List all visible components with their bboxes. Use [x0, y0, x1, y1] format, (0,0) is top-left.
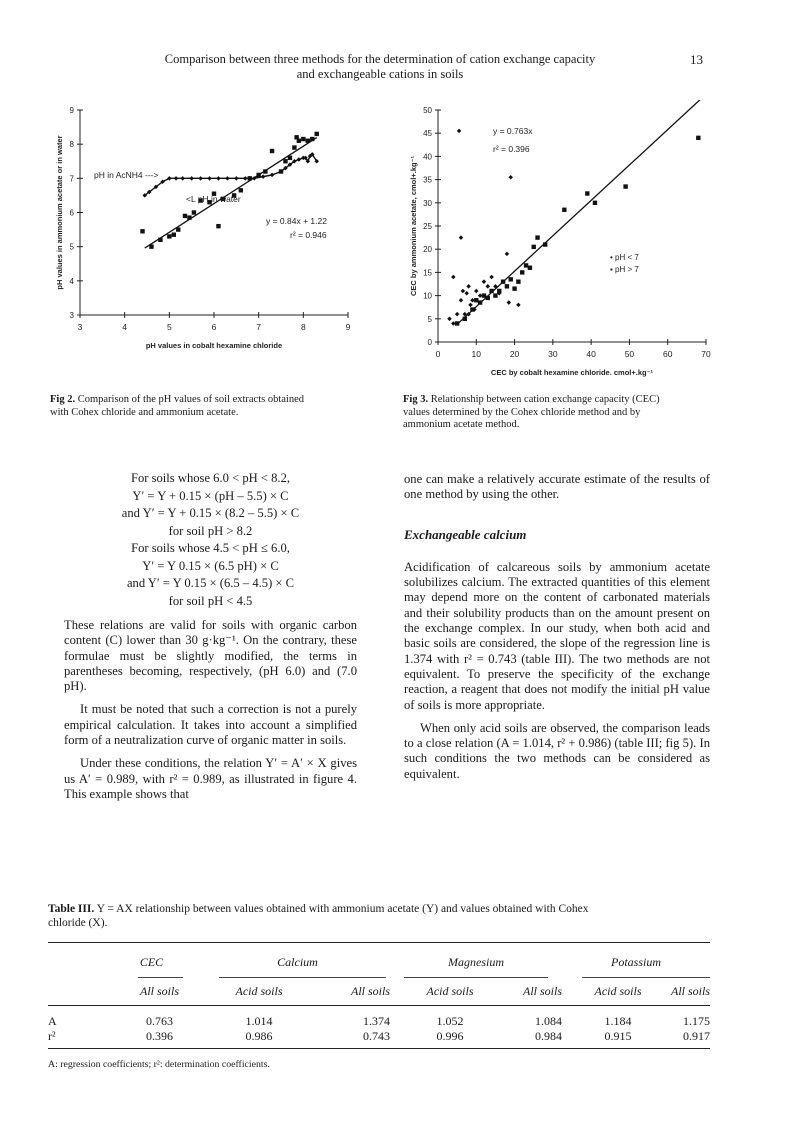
data-point-square: [248, 176, 252, 180]
equation-line: Y′ = Y 0.15 × (6.5 pH) × C: [142, 558, 279, 573]
equation-line: for soil pH > 8.2: [168, 523, 253, 538]
data-point-diamond: [180, 176, 185, 181]
data-point-diamond: [474, 289, 479, 294]
table-row: [48, 1029, 710, 1044]
data-point-diamond: [466, 284, 471, 289]
table-cell: 0.986: [245, 1029, 273, 1043]
data-point-square: [455, 321, 459, 325]
data-point-square: [535, 235, 539, 239]
equation-line: For soils whose 6.0 < pH < 8.2,: [130, 471, 291, 485]
data-point-square: [482, 293, 486, 297]
fig2-chart: [50, 100, 360, 362]
data-point-square: [140, 229, 144, 233]
group-header-potassium: Potassium: [610, 955, 661, 969]
table3-caption-line2: chloride (X).: [48, 916, 108, 929]
data-point-square: [696, 136, 700, 140]
fig3-caption-text: Relationship between cation exchange capacity (CEC): [428, 394, 660, 405]
x-tick-label: 5: [166, 322, 172, 332]
equation-line: and Y′ = Y 0.15 × (6.5 – 4.5) × C: [126, 576, 295, 590]
equation-line: Y′ = Y + 0.15 × (pH – 5.5) × C: [132, 488, 289, 503]
table-row: [48, 1014, 710, 1029]
data-point-diamond: [459, 235, 464, 240]
y-tick-label: 7: [69, 174, 74, 184]
data-point-square: [270, 149, 274, 153]
table-cell: 0.915: [604, 1029, 632, 1043]
x-axis-label: CEC by cobalt hexamine chloride. cmol+.kg⁻¹: [490, 368, 654, 377]
right-text-column: [404, 472, 710, 790]
equation-line: and Y′ = Y + 0.15 × (8.2 – 5.5) × C: [121, 506, 300, 520]
section-heading: Exchangeable calcium: [404, 526, 527, 542]
subheader: All soils: [139, 983, 179, 998]
row-label: r²: [48, 1029, 56, 1043]
table3: [48, 942, 710, 1070]
data-point-square: [623, 184, 627, 188]
data-point-square: [263, 169, 267, 173]
data-point-diamond: [468, 303, 473, 308]
data-point-diamond: [461, 289, 466, 294]
table-cell: 1.052: [436, 1014, 464, 1028]
x-tick-label: 4: [122, 322, 128, 332]
table3-caption: [48, 903, 713, 930]
data-point-square: [562, 208, 566, 212]
data-point-diamond: [243, 176, 248, 181]
y-axis-label: pH values in ammonium acetate or in water: [55, 135, 64, 290]
data-point-diamond: [207, 176, 212, 181]
y-tick-label: 5: [427, 314, 432, 324]
data-point-diamond: [189, 176, 194, 181]
data-point-square: [516, 279, 520, 283]
y-tick-label: 40: [423, 152, 432, 162]
data-point-square: [301, 137, 305, 141]
table-cell: 1.084: [535, 1014, 562, 1028]
running-header: [90, 52, 670, 82]
data-point-diamond: [198, 176, 203, 181]
group-header-cec: CEC: [139, 955, 164, 969]
data-point-diamond: [516, 303, 521, 308]
x-tick-label: 10: [471, 349, 482, 359]
data-point-square: [158, 238, 162, 242]
data-point-square: [310, 137, 314, 141]
y-tick-label: 6: [69, 208, 74, 218]
paragraph: It must be noted that such a correction is not a purely empirical calculation. It takes into account a simplified form of a neutralization curve of organic matter in soils.: [64, 702, 357, 748]
data-point-square: [239, 188, 243, 192]
annotation: r² = 0.396: [493, 144, 530, 154]
annotation: <L pH in water: [186, 194, 241, 204]
row-label: A: [48, 1014, 57, 1028]
data-point-square: [474, 298, 478, 302]
table-cell: 1.184: [604, 1014, 632, 1028]
data-point-square: [478, 300, 482, 304]
data-point-square: [315, 132, 319, 136]
data-point-square: [292, 145, 296, 149]
data-point-diamond: [225, 176, 230, 181]
y-tick-label: 10: [423, 291, 432, 301]
subheader: All soils: [350, 983, 390, 998]
x-tick-label: 3: [77, 322, 83, 332]
data-point-square: [528, 266, 532, 270]
data-point-square: [176, 227, 180, 231]
table3-grid: [48, 955, 710, 1044]
data-point-diamond: [451, 321, 456, 326]
subheader: Acid soils: [235, 983, 283, 998]
data-point-square: [489, 289, 493, 293]
data-point-diamond: [505, 252, 510, 257]
x-tick-label: 8: [300, 322, 306, 332]
fig2-caption-line2: with Cohex chloride and ammonium acetate.: [50, 406, 239, 418]
data-point-square: [279, 169, 283, 173]
data-point-square: [256, 173, 260, 177]
group-header-magnesium: Magnesium: [448, 955, 504, 969]
y-tick-label: 20: [423, 245, 432, 255]
data-point-square: [512, 286, 516, 290]
data-point-square: [149, 244, 153, 248]
data-point-diamond: [270, 173, 275, 178]
paragraph: These relations are valid for soils with organic carbon content (C) lower than 30 g·kg⁻¹. On the contrary, these formulae must be slightly modified, the terms in parentheses becoming, respectively, (pH 6.0) and (7.0 pH).: [64, 618, 357, 694]
data-point-square: [288, 156, 292, 160]
y-tick-label: 25: [423, 222, 432, 231]
data-point-square: [463, 317, 467, 321]
subheader: Acid soils: [594, 983, 642, 998]
data-point-square: [509, 277, 513, 281]
data-point-square: [532, 245, 536, 249]
data-point-square: [192, 210, 196, 214]
data-point-square: [283, 159, 287, 163]
table3-caption-text: Y = AX relationship between values obtained with ammonium acetate (Y) and values obtained with Cohex: [94, 903, 589, 915]
fig3-caption-label: Fig 3.: [403, 394, 429, 405]
data-point-diamond: [464, 291, 469, 296]
table3-caption-label: Table III.: [48, 903, 95, 915]
data-point-diamond: [459, 298, 464, 303]
data-point-square: [543, 242, 547, 246]
data-point-diamond: [451, 275, 456, 280]
y-tick-label: 8: [69, 140, 74, 150]
y-axis-label: CEC by ammonium acetate, cmol+.kg⁻¹: [409, 155, 418, 297]
data-point-square: [524, 263, 528, 267]
x-tick-label: 20: [509, 349, 520, 359]
fig3-chart: [400, 100, 720, 380]
y-tick-label: 0: [427, 338, 432, 347]
table-cell: 0.396: [146, 1029, 173, 1043]
data-point-diamond: [478, 293, 483, 298]
subheader: Acid soils: [426, 983, 474, 998]
data-point-square: [486, 296, 490, 300]
data-point-square: [470, 307, 474, 311]
table-cell: 0.984: [535, 1029, 562, 1043]
fig3-caption-line3: ammonium acetate method.: [403, 419, 520, 430]
data-point-square: [297, 139, 301, 143]
y-tick-label: 35: [423, 175, 432, 185]
data-point-diamond: [455, 312, 460, 317]
table-cell: 0.763: [146, 1014, 173, 1028]
table-cell: 0.917: [683, 1029, 710, 1043]
table-cell: 1.374: [363, 1014, 390, 1028]
paragraph: one can make a relatively accurate estimate of the results of one method by using the other.: [404, 472, 710, 502]
data-point-square: [585, 191, 589, 195]
paragraph: Acidification of calcareous soils by ammonium acetate solubilizes calcium. The extracted quantities of this element may depend more on the content of carbonated materials and their solubility products than on the amount present on the exchange complex. In our study, when both acid and basic soils are considered, the slope of the regression line is 1.374 with r² = 0.743 (table III). The two methods are not equivalent. To preserve the specificity of the exchange reaction, a reagent that does not modify the initial pH value of soils is more appropriate.: [404, 559, 710, 712]
x-tick-label: 60: [662, 349, 673, 359]
data-point-diamond: [457, 129, 462, 134]
data-point-diamond: [234, 176, 239, 181]
table-cell: 0.743: [363, 1029, 390, 1043]
fig3-caption: [403, 394, 723, 432]
x-tick-label: 7: [256, 322, 262, 332]
x-axis-label: pH values in cobalt hexamine chloride: [145, 341, 283, 350]
paragraph: Under these conditions, the relation Y′ = A′ × X gives us A′ = 0.989, with r² = 0.989, as illustrated in figure 4. This example shows that: [64, 756, 357, 801]
x-tick-label: 70: [701, 349, 711, 359]
data-point-square: [505, 284, 509, 288]
data-point-diamond: [486, 284, 491, 289]
y-tick-label: 3: [69, 311, 74, 320]
data-point-diamond: [470, 298, 475, 303]
page-number: 13: [690, 52, 703, 67]
correction-equations: [64, 470, 357, 610]
y-tick-label: 30: [423, 198, 432, 208]
data-point-diamond: [508, 175, 513, 180]
trend-curve: [145, 154, 317, 195]
data-point-square: [306, 139, 310, 143]
x-tick-label: 6: [211, 322, 217, 332]
data-point-diamond: [489, 275, 494, 280]
data-point-square: [216, 224, 220, 228]
x-tick-label: 0: [435, 349, 441, 359]
data-point-square: [167, 234, 171, 238]
x-tick-label: 40: [586, 349, 596, 359]
y-tick-label: 50: [423, 106, 432, 115]
fig3-caption-line2: values determined by the Cohex chloride method and by: [403, 406, 641, 418]
group-header-calcium: Calcium: [277, 955, 318, 969]
data-point-diamond: [297, 157, 302, 162]
table3-footnote: A: regression coefficients; r²: determination coefficients.: [48, 1059, 270, 1070]
data-point-diamond: [216, 176, 221, 181]
x-tick-label: 30: [548, 349, 558, 359]
y-tick-label: 9: [69, 106, 74, 115]
y-tick-label: 15: [423, 268, 432, 278]
data-point-diamond: [174, 176, 179, 181]
data-point-square: [187, 215, 191, 219]
table-cell: 0.996: [436, 1029, 464, 1043]
header-title-line2: and exchangeable cations in soils: [296, 67, 464, 81]
equation-line: For soils whose 4.5 < pH ≤ 6.0,: [131, 541, 290, 555]
legend-entry: • pH < 7: [610, 253, 639, 262]
data-point-diamond: [447, 317, 452, 322]
fig2-caption-text: Comparison of the pH values of soil extracts obtained: [75, 394, 305, 405]
data-point-square: [172, 233, 176, 237]
y-tick-label: 4: [69, 276, 74, 286]
subheader: All soils: [670, 983, 710, 998]
data-point-diamond: [507, 300, 512, 305]
annotation: y = 0.84x + 1.22: [266, 216, 327, 226]
data-point-diamond: [261, 174, 266, 179]
header-title-line1: Comparison between three methods for the determination of cation exchange capacity: [164, 52, 596, 66]
data-point-square: [493, 293, 497, 297]
left-text-column: [64, 470, 357, 810]
annotation: y = 0.763x: [493, 126, 533, 136]
data-point-square: [183, 214, 187, 218]
paragraph: When only acid soils are observed, the comparison leads to a close relation (A = 1.014, r² + 0.986) (table III; fig 5). In such conditions the two methods can be considered as equivalent.: [404, 720, 710, 781]
y-tick-label: 45: [423, 129, 432, 139]
annotation: r² = 0.946: [290, 230, 327, 240]
data-point-square: [501, 279, 505, 283]
data-point-square: [520, 270, 524, 274]
fig2-caption-label: Fig 2.: [50, 394, 76, 405]
data-point-diamond: [482, 279, 487, 284]
subheader: All soils: [522, 983, 562, 998]
data-point-square: [497, 289, 501, 293]
legend-entry: ▪ pH > 7: [610, 265, 639, 274]
table-cell: 1.175: [683, 1014, 710, 1028]
data-point-square: [593, 201, 597, 205]
x-tick-label: 9: [345, 322, 351, 332]
annotation: pH in AcNH4 --->: [94, 170, 159, 180]
y-tick-label: 5: [69, 242, 74, 252]
equation-line: for soil pH < 4.5: [168, 593, 253, 608]
table-cell: 1.014: [245, 1014, 273, 1028]
fig2-caption: [50, 394, 370, 419]
x-tick-label: 50: [624, 349, 635, 359]
